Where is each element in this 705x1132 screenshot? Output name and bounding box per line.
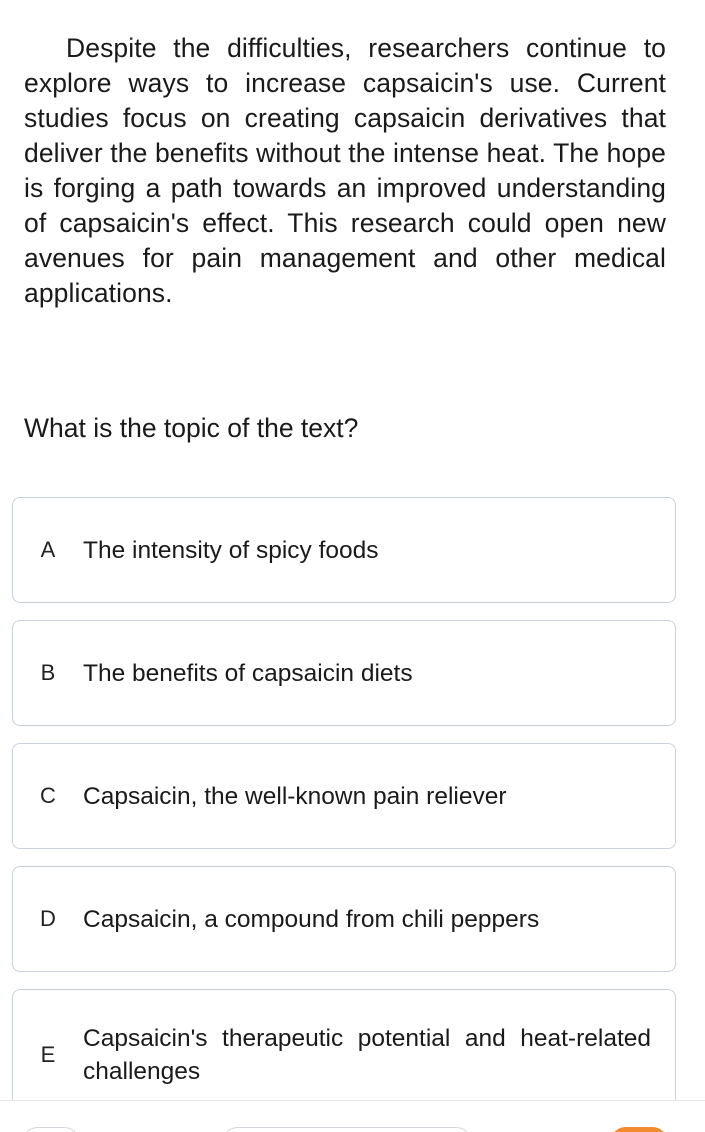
next-button[interactable]: [610, 1127, 668, 1132]
option-text: Capsaicin, the well-known pain reliever: [83, 782, 507, 810]
option-text: The benefits of capsaicin diets: [83, 659, 413, 687]
option-text: Capsaicin, a compound from chili peppers: [83, 905, 540, 933]
option-text: The intensity of spicy foods: [83, 536, 379, 564]
reading-passage: Despite the difficulties, researchers continue to explore ways to increase capsaicin's use. Current studies focus on creating capsaicin derivatives that deliver the benefits without the intense heat. The hope is forging a path towards an improved understanding of capsaicin's effect. This research could open new avenues for pain management and other medical applications.: [24, 33, 666, 308]
answer-option-b[interactable]: [12, 620, 676, 726]
previous-button[interactable]: [22, 1127, 80, 1132]
option-letter: A: [40, 537, 56, 562]
option-letter: D: [40, 906, 56, 931]
bottom-navigation-bar: [0, 1100, 705, 1132]
answer-option-c[interactable]: [12, 743, 676, 849]
check-answer-button[interactable]: [222, 1127, 472, 1132]
option-letter: C: [40, 783, 56, 808]
option-letter: E: [40, 1041, 56, 1067]
answer-option-d[interactable]: [12, 866, 676, 972]
option-letter: B: [40, 660, 56, 685]
option-text: Capsaicin's therapeutic potential and heat-related challenges: [83, 1024, 651, 1085]
answer-option-a[interactable]: [12, 497, 676, 603]
question-prompt: What is the topic of the text?: [24, 413, 359, 443]
